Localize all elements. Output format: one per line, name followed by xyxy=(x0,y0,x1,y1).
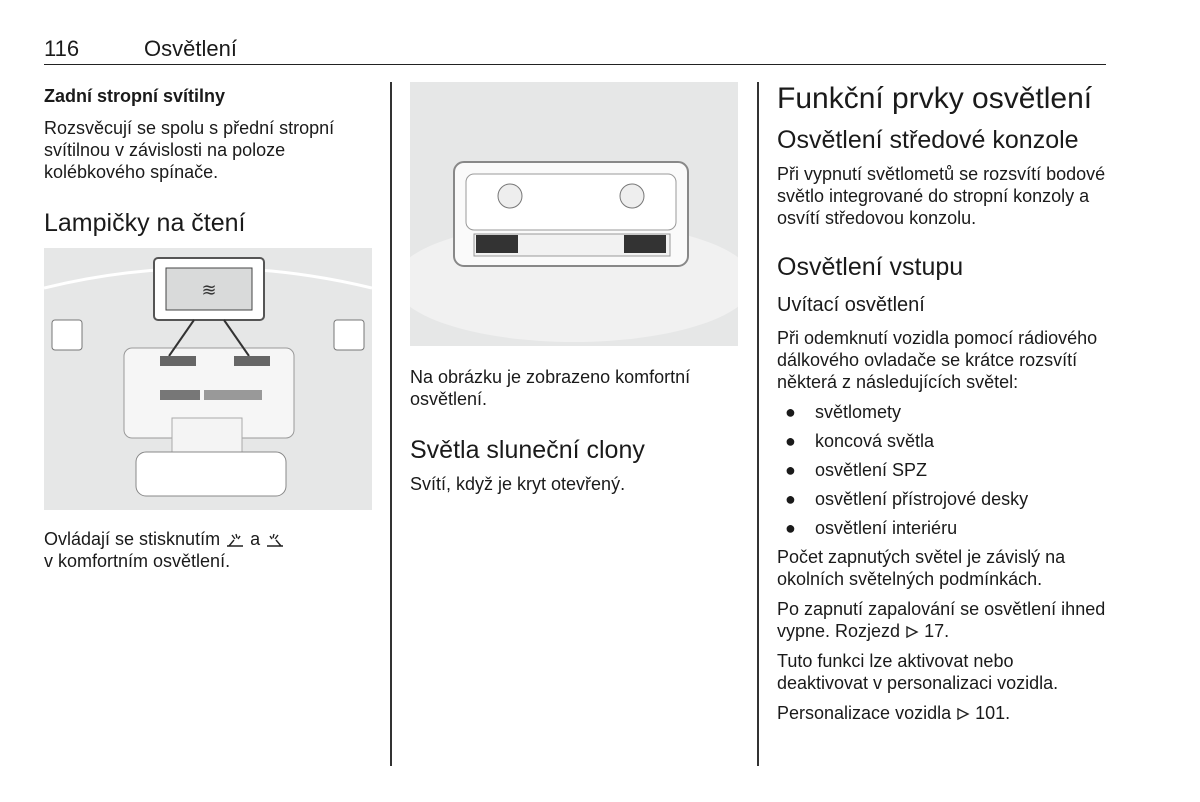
heading-welcome-lighting: Uvítací osvětlení xyxy=(777,294,925,316)
welcome-lights-list xyxy=(777,401,1107,539)
bullet-marker: ● xyxy=(785,431,796,451)
heading-functional-lighting: Funkční prvky osvětlení xyxy=(777,82,1093,115)
column-right xyxy=(777,82,1107,732)
comfort-lighting-illustration xyxy=(410,82,738,346)
toggle-paragraph: Tuto funkci lze aktivovat nebo deaktivovat v personalizaci vozidla. xyxy=(777,651,1059,693)
caption-conjunction: a xyxy=(250,529,261,549)
bullet-marker: ● xyxy=(785,518,796,538)
svg-text:≋: ≋ xyxy=(201,280,217,300)
column-left xyxy=(44,82,374,580)
list-item xyxy=(777,430,1107,452)
reading-lamp-left-icon xyxy=(225,532,245,548)
ignition-paragraph xyxy=(777,598,1107,642)
welcome-paragraph: Při odemknutí vozidla pomocí rádiového dálkového ovladače se krátce rozsvítí některá z následujících světel: xyxy=(777,328,1098,392)
cross-reference-arrow-icon xyxy=(905,625,919,639)
page-number: 116 xyxy=(44,36,80,61)
rear-lights-paragraph: Rozsvěcují se spolu s přední stropní svítilnou v závislosti na poloze kolébkového spínače. xyxy=(44,118,335,182)
list-item-text: osvětlení SPZ xyxy=(815,460,928,480)
list-item-text: osvětlení přístrojové desky xyxy=(815,489,1029,509)
list-item xyxy=(777,517,1107,539)
caption-text: Ovládají se stisknutím xyxy=(44,529,221,549)
chapter-title: Osvětlení xyxy=(144,36,237,61)
ceiling-lamp-drawing xyxy=(410,82,738,346)
list-item-text: koncová světla xyxy=(815,431,935,451)
caption-text-continued: v komfortním osvětlení. xyxy=(44,551,231,571)
overhead-console-drawing xyxy=(44,248,372,510)
sun-visor-paragraph: Svítí, když je kryt otevřený. xyxy=(410,474,626,494)
cross-reference-arrow-icon xyxy=(956,707,970,721)
bullet-marker: ● xyxy=(785,402,796,422)
console-paragraph: Při vypnutí světlometů se rozsvítí bodové světlo integrované do stropní konzoly a osvítí středovou konzolu. xyxy=(777,164,1106,228)
column-divider xyxy=(390,82,392,766)
heading-reading-lamps: Lampičky na čtení xyxy=(44,209,246,237)
reading-lamp-right-icon xyxy=(265,532,285,548)
ignition-text: Po zapnutí zapalování se osvětlení ihned vypne. Rozjezd xyxy=(777,599,1106,641)
personalization-paragraph xyxy=(777,702,1107,724)
heading-rear-ceiling-lights: Zadní stropní svítilny xyxy=(44,86,226,106)
bullet-marker: ● xyxy=(785,489,796,509)
column-divider xyxy=(757,82,759,766)
comfort-lighting-caption: Na obrázku je zobrazeno komfortní osvětlení. xyxy=(410,367,691,409)
heading-sun-visor-lights: Světla sluneční clony xyxy=(410,436,645,464)
list-item-text: osvětlení interiéru xyxy=(815,518,958,538)
heading-center-console-lighting: Osvětlení středové konzole xyxy=(777,126,1079,154)
page-reference-link[interactable]: 101. xyxy=(975,703,1011,723)
list-item-text: světlomety xyxy=(815,402,902,422)
page-reference-link[interactable]: 17. xyxy=(924,621,950,641)
list-item xyxy=(777,488,1107,510)
page-header xyxy=(44,34,1106,65)
list-item xyxy=(777,459,1107,481)
personalization-text: Personalizace vozidla xyxy=(777,703,952,723)
reading-lamps-illustration xyxy=(44,248,372,510)
list-item xyxy=(777,401,1107,423)
heading-entry-lighting: Osvětlení vstupu xyxy=(777,253,964,281)
reading-lamps-caption xyxy=(44,528,374,572)
column-middle xyxy=(410,82,740,503)
bullet-marker: ● xyxy=(785,460,796,480)
light-count-paragraph: Počet zapnutých světel je závislý na okolních světelných podmínkách. xyxy=(777,547,1066,589)
